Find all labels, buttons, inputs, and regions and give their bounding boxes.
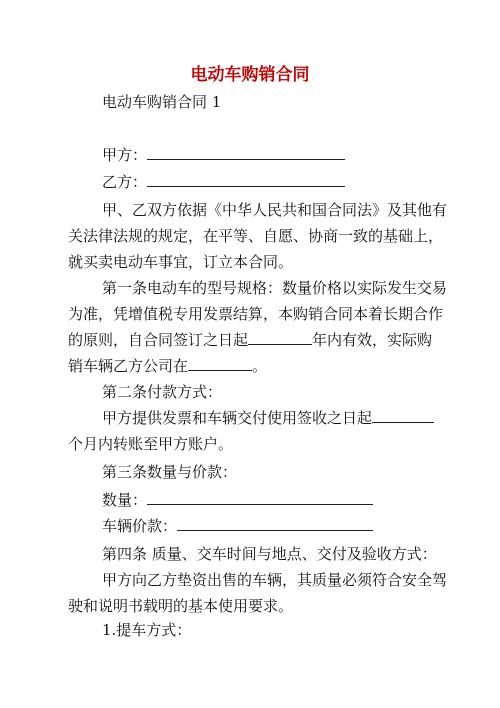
party-a-blank <box>147 145 345 160</box>
party-b-label: 乙方： <box>102 173 148 191</box>
location-blank <box>188 356 252 371</box>
party-a-line <box>102 145 434 165</box>
quantity-blank <box>147 490 373 505</box>
article-1-line-2: 为准，凭增值税专用发票结算，本购销合同本着长期合作 <box>68 305 444 323</box>
quantity-label: 数量： <box>102 491 148 509</box>
article-4-line-1: 甲方向乙方垫资出售的车辆，其质量必须符合安全驾 <box>102 571 448 589</box>
article-4-title: 第四条 质量、交车时间与地点、交付及验收方式： <box>102 545 437 563</box>
pickup-method-heading: 1.提车方式： <box>102 621 192 639</box>
article-2-line-1: 甲方提供发票和车辆交付使用签收之日起 <box>102 408 434 428</box>
article-3-title: 第三条数量与价款： <box>102 463 238 481</box>
article-2-title: 第二条付款方式： <box>102 383 223 401</box>
article-2-line-2: 个月内转账至甲方账户。 <box>68 435 234 453</box>
intro-line-2: 关法律法规的规定，在平等、自愿、协商一致的基础上， <box>68 227 444 245</box>
price-label: 车辆价款： <box>102 517 178 535</box>
price-blank <box>177 516 373 531</box>
article-1-line-4: 销车辆乙方公司在 。 <box>68 357 268 375</box>
intro-line-3: 就买卖电动车事宜，订立本合同。 <box>68 253 294 271</box>
intro-line-1: 甲、乙双方依据《中华人民共和国合同法》及其他有 <box>102 201 448 219</box>
party-a-label: 甲方： <box>102 146 148 164</box>
validity-years-blank <box>248 330 312 345</box>
party-b-line <box>102 172 434 192</box>
payment-days-blank <box>372 408 434 423</box>
document-title: 电动车购销合同 <box>190 65 310 85</box>
document-subtitle: 电动车购销合同 1 <box>102 93 222 111</box>
quantity-line <box>102 490 434 510</box>
price-line <box>102 516 434 536</box>
article-4-line-2: 驶和说明书载明的基本使用要求。 <box>68 597 294 615</box>
party-b-blank <box>147 172 345 187</box>
article-1-line-3: 的原则，自合同签订之日起 年内有效，实际购 <box>68 331 433 349</box>
article-1-line-1: 第一条电动车的型号规格：数量价格以实际发生交易 <box>102 279 448 297</box>
